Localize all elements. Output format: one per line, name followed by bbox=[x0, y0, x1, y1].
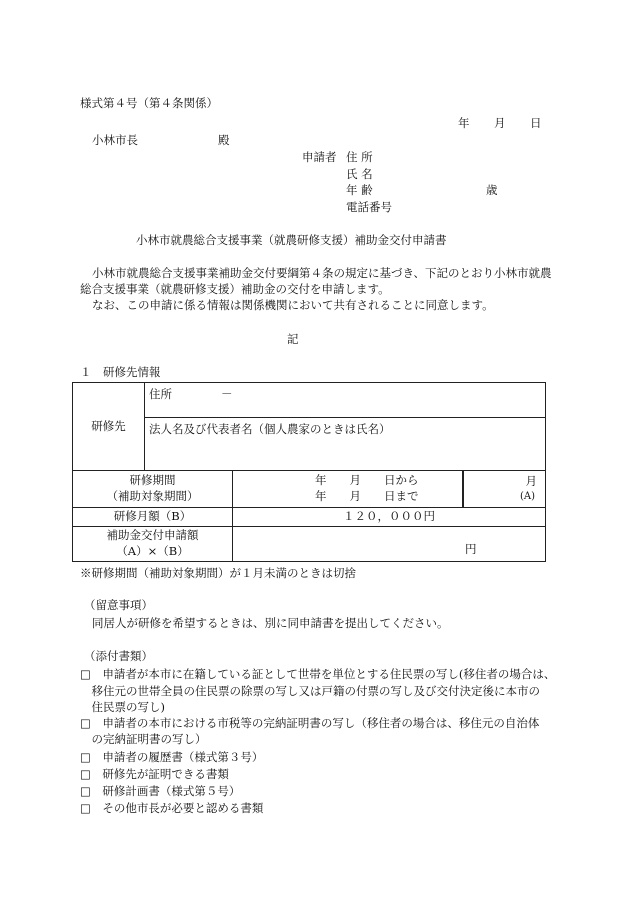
body-line-3: なお、この申請に係る情報は関係機関において共有されることに同意します。 bbox=[92, 298, 494, 312]
date-year: 年 bbox=[458, 116, 470, 130]
corp-name-label: 法人名及び代表者名（個人農家のときは氏名） bbox=[149, 422, 391, 436]
list-item: □ その他市長が必要と認める書類 bbox=[80, 801, 264, 815]
notes-heading: （留意事項） bbox=[84, 598, 153, 612]
applicant-age-label: 年 齢 bbox=[346, 183, 373, 197]
applicant-address-label: 住 所 bbox=[346, 150, 373, 164]
body-line-2: 総合支援事業（就農研修支援）補助金の交付を申請します。 bbox=[80, 282, 390, 296]
list-item: 移住元の世帯全員の住民票の除票の写し又は戸籍の付票の写し及び交付決定後に本市の bbox=[80, 684, 540, 698]
honorific: 殿 bbox=[218, 133, 230, 147]
monthly-amount: １２０，０００円 bbox=[343, 509, 435, 524]
months-unit: 月 bbox=[525, 474, 537, 489]
list-item: 住民票の写し) bbox=[80, 700, 165, 714]
monthly-label-cell bbox=[73, 508, 233, 527]
corp-name-cell bbox=[145, 418, 546, 471]
body-line-1: 小林市就農総合支援事業補助金交付要綱第４条の規定に基づき、下記のとおり小林市就農 bbox=[92, 266, 552, 280]
period-label-cell bbox=[73, 471, 233, 508]
months-mark: (A) bbox=[519, 491, 535, 502]
list-item: □ 研修先が証明できる書類 bbox=[80, 767, 229, 781]
date-month: 月 bbox=[494, 116, 506, 130]
period-label-2: （補助対象期間） bbox=[106, 489, 199, 503]
period-from: 年 月 日から bbox=[315, 473, 419, 488]
date-day: 日 bbox=[530, 116, 542, 130]
monthly-label: 研修月額（B） bbox=[113, 509, 192, 524]
training-site-label-cell bbox=[73, 383, 145, 471]
applicant-label: 申請者 bbox=[302, 150, 337, 164]
applicant-name-label: 氏 名 bbox=[346, 167, 373, 181]
applicant-age-unit: 歳 bbox=[486, 183, 498, 197]
ki-marker: 記 bbox=[287, 332, 299, 346]
site-address-dash: － bbox=[221, 387, 233, 401]
list-item: □ 研修計画書（様式第５号） bbox=[80, 784, 241, 798]
section-heading: １ 研修先情報 bbox=[80, 365, 161, 379]
site-address-cell bbox=[145, 383, 546, 418]
list-item: □ 申請者が本市に在籍している証として世帯を単位とする住民票の写し(移住者の場合は、 bbox=[80, 667, 556, 681]
period-label-1: 研修期間 bbox=[129, 473, 176, 488]
site-address-label: 住所 bbox=[149, 387, 172, 401]
apply-label-cell bbox=[73, 527, 233, 562]
applicant-phone-label: 電話番号 bbox=[346, 200, 392, 214]
apply-label-1: 補助金交付申請額 bbox=[106, 528, 199, 543]
period-dates-cell bbox=[233, 471, 463, 508]
form-number: 様式第４号（第４条関係） bbox=[80, 96, 218, 110]
yen-unit: 円 bbox=[465, 542, 477, 557]
period-note: ※研修期間（補助対象期間）が１月未満のときは切捨 bbox=[80, 566, 356, 580]
list-item: □ 申請者の履歴書（様式第３号） bbox=[80, 750, 264, 764]
training-site-label: 研修先 bbox=[91, 418, 126, 433]
period-to: 年 月 日まで bbox=[315, 489, 419, 503]
monthly-amount-cell bbox=[233, 508, 546, 527]
training-info-table bbox=[72, 382, 546, 562]
apply-amount-cell bbox=[233, 527, 546, 562]
list-item: の完納証明書の写し） bbox=[80, 732, 207, 746]
list-item: □ 申請者の本市における市税等の完納証明書の写し（移住者の場合は、移住元の自治体 bbox=[80, 716, 540, 730]
apply-label-2: （A）×（B） bbox=[116, 544, 189, 558]
document-title: 小林市就農総合支援事業（就農研修支援）補助金交付申請書 bbox=[136, 233, 447, 247]
months-cell bbox=[463, 471, 546, 508]
attachments-heading: （添付書類） bbox=[84, 649, 153, 663]
notes-text: 同居人が研修を希望するときは、別に同申請書を提出してください。 bbox=[92, 616, 449, 630]
addressee: 小林市長 bbox=[92, 133, 138, 147]
